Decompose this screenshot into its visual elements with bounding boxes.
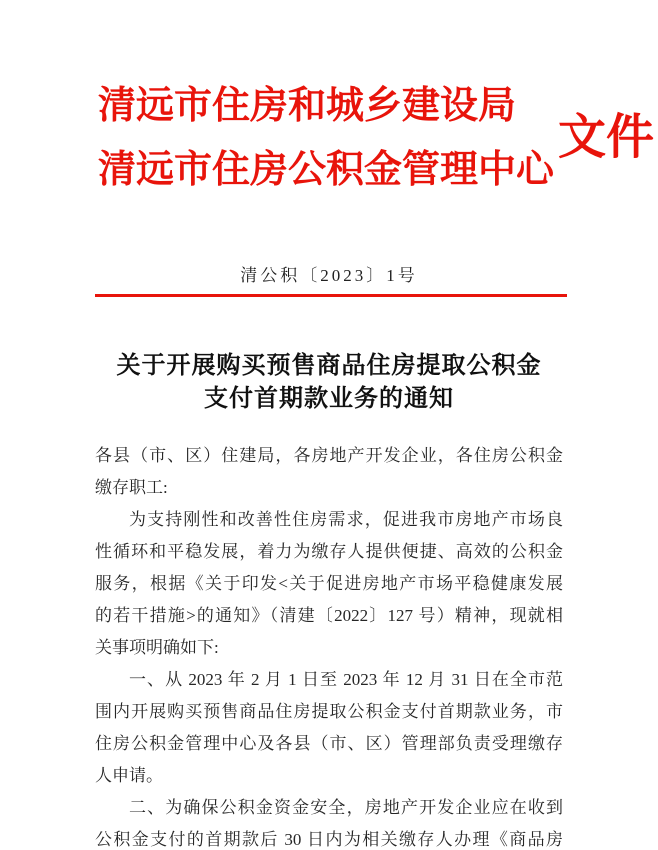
body-line: 缴存职工: <box>95 478 168 497</box>
body-line: 围内开展购买预售商品住房提取公积金支付首期款业务，市 <box>95 702 563 721</box>
body-line: 人申请。 <box>95 766 163 785</box>
body-line: 一、从 2023 年 2 月 1 日至 2023 年 12 月 31 日在全市范 <box>129 670 563 689</box>
document-title-line-1: 关于开展购买预售商品住房提取公积金 <box>116 353 542 379</box>
body-line: 性循环和平稳发展，着力为缴存人提供便捷、高效的公积金 <box>95 542 563 561</box>
body-line: 关事项明确如下: <box>95 638 219 657</box>
document-title <box>0 350 658 416</box>
doc-type-label: 文件 <box>558 111 655 164</box>
document-body <box>95 440 563 850</box>
issuing-org-line-2: 清远市住房公积金管理中心 <box>98 149 555 191</box>
body-line: 的若干措施>的通知》（清建〔2022〕127 号）精神，现就相 <box>95 606 563 625</box>
body-line: 为支持刚性和改善性住房需求，促进我市房地产市场良 <box>129 510 563 529</box>
document-title-line-2: 支付首期款业务的通知 <box>204 386 454 412</box>
body-line: 各县（市、区）住建局，各房地产开发企业，各住房公积金 <box>95 446 563 465</box>
body-line: 住房公积金管理中心及各县（市、区）管理部负责受理缴存 <box>95 734 563 753</box>
issuing-org-line-1: 清远市住房和城乡建设局 <box>98 85 517 127</box>
body-line: 公积金支付的首期款后 30 日内为相关缴存人办理《商品房 <box>95 830 563 849</box>
doc-reference-number: 清公积〔2023〕1号 <box>240 266 418 285</box>
body-line: 二、为确保公积金资金安全，房地产开发企业应在收到 <box>129 798 563 817</box>
body-line: 服务，根据《关于印发<关于促进房地产市场平稳健康发展 <box>95 574 563 593</box>
red-letterhead <box>98 74 654 202</box>
issuing-organizations <box>98 74 554 202</box>
red-divider-line <box>95 294 567 297</box>
